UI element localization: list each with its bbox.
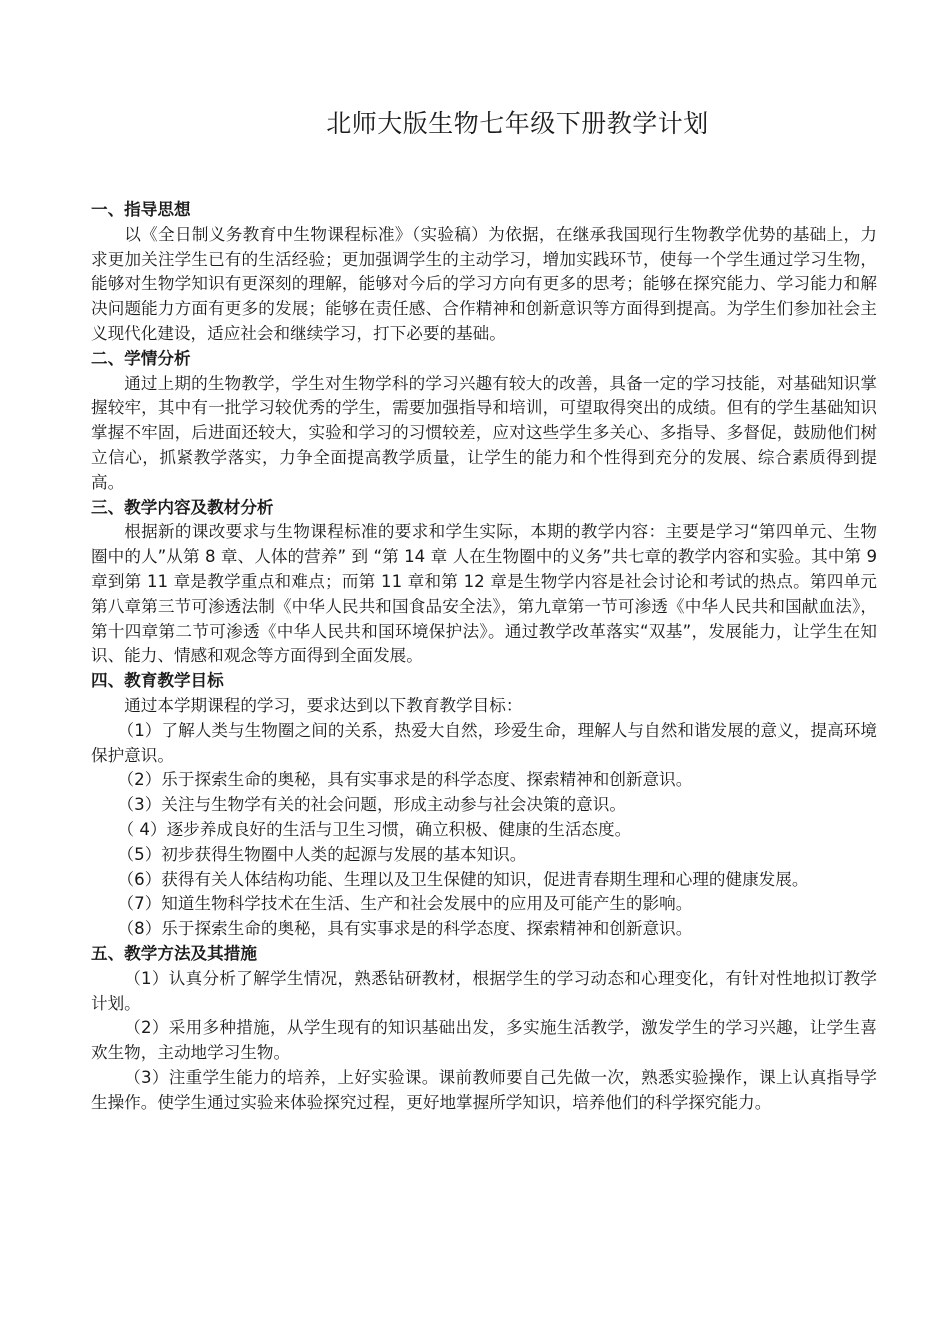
method-item: （2）采用多种措施，从学生现有的知识基础出发，多实施生活教学，激发学生的学习兴趣，让学生喜欢生物，主动地学习生物。 xyxy=(91,1018,877,1063)
goal-item: （2）乐于探索生命的奥秘，具有实事求是的科学态度、探索精神和创新意识。 xyxy=(117,770,693,790)
goal-item: （7）知道生物科学技术在生活、生产和社会发展中的应用及可能产生的影响。 xyxy=(117,894,693,914)
section-heading: 五、教学方法及其措施 xyxy=(91,943,257,963)
section-guiding-ideology xyxy=(91,198,877,347)
method-item: （1）认真分析了解学生情况，熟悉钻研教材，根据学生的学习动态和心理变化，有针对性地拟订教学计划。 xyxy=(91,968,877,1013)
section-heading: 二、学情分析 xyxy=(91,348,191,368)
section-teaching-methods xyxy=(91,942,877,1116)
goal-item: （6）获得有关人体结构功能、生理以及卫生保健的知识，促进青春期生理和心理的健康发展。 xyxy=(117,869,809,889)
method-item: （3）注重学生能力的培养，上好实验课。课前教师要自己先做一次，熟悉实验操作，课上认真指导学生操作。使学生通过实验来体验探究过程，更好地掌握所学知识，培养他们的科学探究能力。 xyxy=(91,1067,877,1112)
section-heading: 四、教育教学目标 xyxy=(91,671,224,691)
goal-item: （3）关注与生物学有关的社会问题，形成主动参与社会决策的意识。 xyxy=(117,795,626,815)
section-heading: 一、指导思想 xyxy=(91,200,191,219)
section-teaching-goals xyxy=(91,669,877,942)
goal-item: （1）了解人类与生物圈之间的关系，热爱大自然，珍爱生命，理解人与自然和谐发展的意义，提高环境保护意识。 xyxy=(91,720,877,765)
goal-item: （ 4）逐步养成良好的生活与卫生习惯，确立积极、健康的生活态度。 xyxy=(117,819,632,839)
goal-item: （8）乐于探索生命的奥秘，具有实事求是的科学态度、探索精神和创新意识。 xyxy=(117,919,693,939)
paragraph: 根据新的课改要求与生物课程标准的要求和学生实际，本期的教学内容：主要是学习“第四单元、生物圈中的人”从第 8 章、人体的营养” 到 “第 14 章 人在生物圈中的义务”共七章的教学内容和实验。其中第 9 章到第 11 章是教学重点和难点；而第 11 章和第 12 章是生物学内容是社会讨论和考试的热点。第四单元 第八章第三节可渗透法制《中华人民共和国食品安全法》，第九章第一节可渗透《中华人民共和国献血法》，第十四章第二节可渗透《中华人民共和国环境保护法》。通过教学改革落实“双基”，发展能力，让学生在知识、能力、情感和观念等方面得到全面发展。 xyxy=(91,522,877,666)
goal-item: （5）初步获得生物圈中人类的起源与发展的基本知识。 xyxy=(117,844,527,864)
paragraph: 以《全日制义务教育中生物课程标准》（实验稿）为依据，在继承我国现行生物教学优势的基础上，力求更加关注学生已有的生活经验；更加强调学生的主动学习，增加实践环节，使每一个学生通过学习生物，能够对生物学知识有更深刻的理解，能够对今后的学习方向有更多的思考；能够在探究能力、学习能力和解决问题能力方面有更多的发展；能够在责任感、合作精神和创新意识等方面得到提高。为学生们参加社会主义现代化建设，适应社会和继续学习，打下必要的基础。 xyxy=(91,224,877,343)
page-title: 北师大版生物七年级下册教学计划 xyxy=(326,109,709,138)
section-heading: 三、教学内容及教材分析 xyxy=(91,497,274,517)
section-student-analysis xyxy=(91,347,877,496)
section-content-analysis xyxy=(91,496,877,670)
paragraph: 通过本学期课程的学习，要求达到以下教育教学目标： xyxy=(124,695,523,715)
paragraph: 通过上期的生物教学，学生对生物学科的学习兴趣有较大的改善，具备一定的学习技能，对基础知识掌握较牢，其中有一批学习较优秀的学生，需要加强指导和培训，可望取得突出的成绩。但有的学生基础知识掌握不牢固，后进面还较大，实验和学习的习惯较差，应对这些学生多关心、多指导、多督促，鼓励他们树立信心，抓紧教学落实，力争全面提高教学质量，让学生的能力和个性得到充分的发展、综合素质得到提高。 xyxy=(91,373,877,492)
document-body xyxy=(91,198,877,1115)
